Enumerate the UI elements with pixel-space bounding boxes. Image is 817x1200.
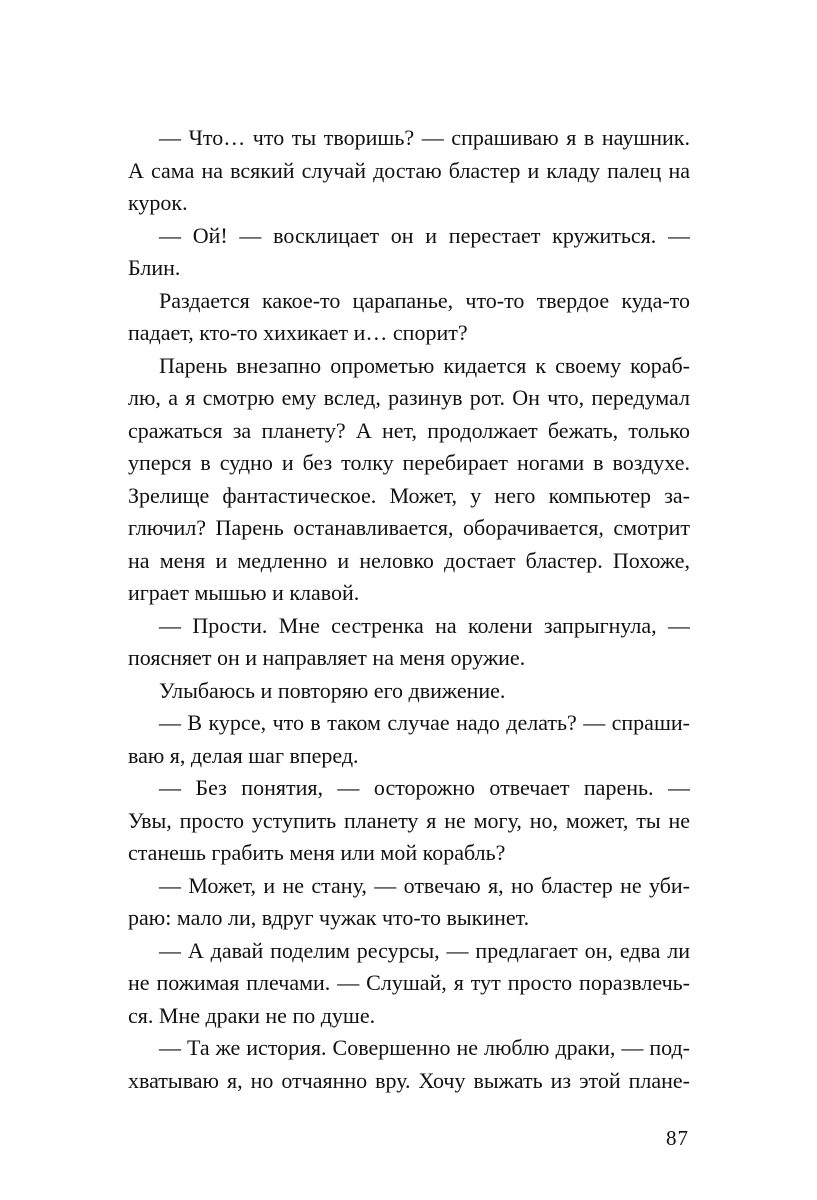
text-line: хватываю я, но отчаянно вру. Хочу выжать из этой плане-: [128, 1067, 690, 1093]
text-line: играет мышью и клавой.: [128, 580, 360, 605]
text-line: А сама на всякий случай достаю бластер и кладу палец на: [128, 157, 690, 183]
text-line: станешь грабить меня или мой корабль?: [128, 840, 506, 865]
text-line: глючил? Парень останавливается, оборачивается, смотрит: [128, 515, 690, 540]
text-line: поясняет он и направляет на меня оружие.: [128, 645, 526, 670]
text-line: лю, а я смотрю ему вслед, разинув рот. Он что, передумал: [128, 385, 690, 410]
text-line: — Может, и не стану, — отвечаю я, но бластер не уби-: [159, 872, 690, 898]
text-line: — В курсе, что в таком случае надо делать? — спраши-: [159, 710, 690, 735]
body-text: [128, 122, 690, 1097]
text-line: ваю я, делая шаг вперед.: [128, 742, 359, 768]
text-line: Увы, просто уступить планету я не могу, но, может, ты не: [128, 807, 690, 833]
text-line: курок.: [128, 190, 188, 215]
text-line: на меня и медленно и неловко достает бластер. Похоже,: [128, 547, 690, 573]
page-number: 87: [666, 1126, 689, 1150]
text-line: — Без понятия, — осторожно отвечает парень. —: [159, 775, 690, 800]
text-line: падает, кто-то хихикает и… спорит?: [128, 320, 468, 345]
text-line: — А давай поделим ресурсы, — предлагает он, едва ли: [159, 937, 690, 963]
text-line: — Прости. Мне сестренка на колени запрыгнула, —: [159, 612, 690, 638]
text-line: уперся в судно и без толку перебирает ногами в воздухе.: [128, 450, 690, 475]
text-line: Зрелище фантастическое. Может, у него компьютер за-: [128, 482, 690, 508]
text-line: Раздается какое-то царапанье, что-то твердое куда-то: [159, 287, 690, 313]
text-line: — Та же история. Совершенно не люблю драки, — под-: [159, 1035, 690, 1060]
text-line: — Ой! — восклицает он и перестает кружиться. —: [159, 222, 690, 248]
text-line: Парень внезапно опрометью кидается к своему кораб-: [159, 352, 690, 378]
text-line: раю: мало ли, вдруг чужак что-то выкинет.: [128, 905, 530, 930]
text-line: ся. Мне драки не по душе.: [128, 1002, 376, 1028]
text-line: не пожимая плечами. — Слушай, я тут просто поразвлечь-: [128, 970, 690, 995]
text-line: Улыбаюсь и повторяю его движение.: [159, 677, 506, 703]
text-line: — Что… что ты творишь? — спрашиваю я в наушник.: [159, 125, 690, 150]
text-line: сражаться за планету? А нет, продолжает бежать, только: [128, 417, 690, 443]
text-line: Блин.: [128, 255, 181, 280]
